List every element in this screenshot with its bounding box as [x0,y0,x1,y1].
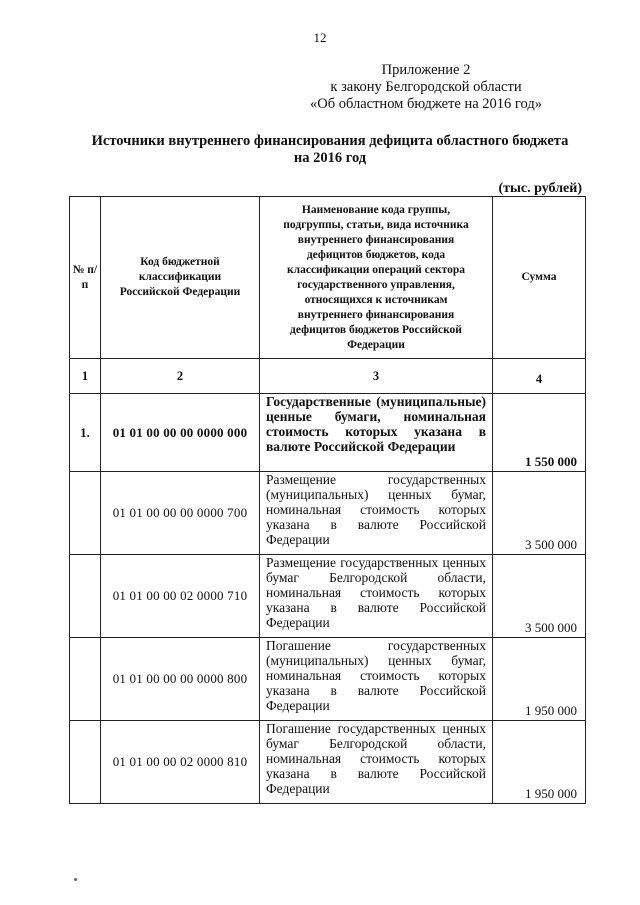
row-num [70,555,101,638]
document-title [70,133,590,167]
appendix-line-3: «Об областном бюджете на 2016 год» [310,96,542,112]
row-name: Государственные (муниципальные) ценные бумаги, номинальная стоимость которых указана в валюте Российской Федерации [260,394,493,472]
appendix-note [296,62,556,113]
table-header-row [70,197,586,359]
header-sum: Сумма [493,197,586,359]
table-row [70,394,586,472]
row-num [70,721,101,804]
row-sum: 3 500 000 [493,555,586,638]
table-row [70,638,586,721]
row-sum: 3 500 000 [493,472,586,555]
row-sum: 1 950 000 [493,721,586,804]
header-code: Код бюджетной классификации Российской Федерации [101,197,260,359]
appendix-line-1: Приложение 2 [381,62,471,78]
title-line-2: на 2016 год [293,150,367,166]
financing-sources-table [69,196,586,804]
table-row [70,721,586,804]
column-number: 4 [493,359,586,394]
row-name: Размещение государственных (муниципальных) ценных бумаг, номинальная стоимость которых указана в валюте Российской Федерации [260,472,493,555]
table-row [70,555,586,638]
row-name: Размещение государственных ценных бумаг Белгородской области, номинальная стоимость которых указана в валюте Российской Федерации [260,555,493,638]
row-code: 01 01 00 00 02 0000 710 [101,555,260,638]
row-num: 1. [70,394,101,472]
row-code: 01 01 00 00 00 0000 700 [101,472,260,555]
header-name: Наименование кода группы, подгруппы, статьи, вида источника внутреннего финансирования дефицитов бюджетов, кода классификации операций сектора государственного управления, относящихся к источникам внутреннего финансирования дефицитов бюджетов Российской Федерации [260,197,493,359]
row-code: 01 01 00 00 00 0000 800 [101,638,260,721]
page-number: 12 [313,30,327,45]
row-code: 01 01 00 00 02 0000 810 [101,721,260,804]
row-sum: 1 950 000 [493,638,586,721]
row-num [70,638,101,721]
table-row [70,472,586,555]
row-sum: 1 550 000 [493,394,586,472]
column-number: 2 [101,359,260,394]
scan-speck [74,878,77,881]
row-code: 01 01 00 00 00 0000 000 [101,394,260,472]
column-number-row [70,359,586,394]
row-num [70,472,101,555]
row-name: Погашение государственных (муниципальных) ценных бумаг, номинальная стоимость которых указана в валюте Российской Федерации [260,638,493,721]
row-name: Погашение государственных ценных бумаг Белгородской области, номинальная стоимость которых указана в валюте Российской Федерации [260,721,493,804]
units-label: (тыс. рублей) [498,181,582,196]
header-num: № п/п [70,197,101,359]
title-line-1: Источники внутреннего финансирования дефицита областного бюджета [91,133,569,149]
column-number: 3 [260,359,493,394]
appendix-line-2: к закону Белгородской области [330,79,522,95]
column-number: 1 [70,359,101,394]
